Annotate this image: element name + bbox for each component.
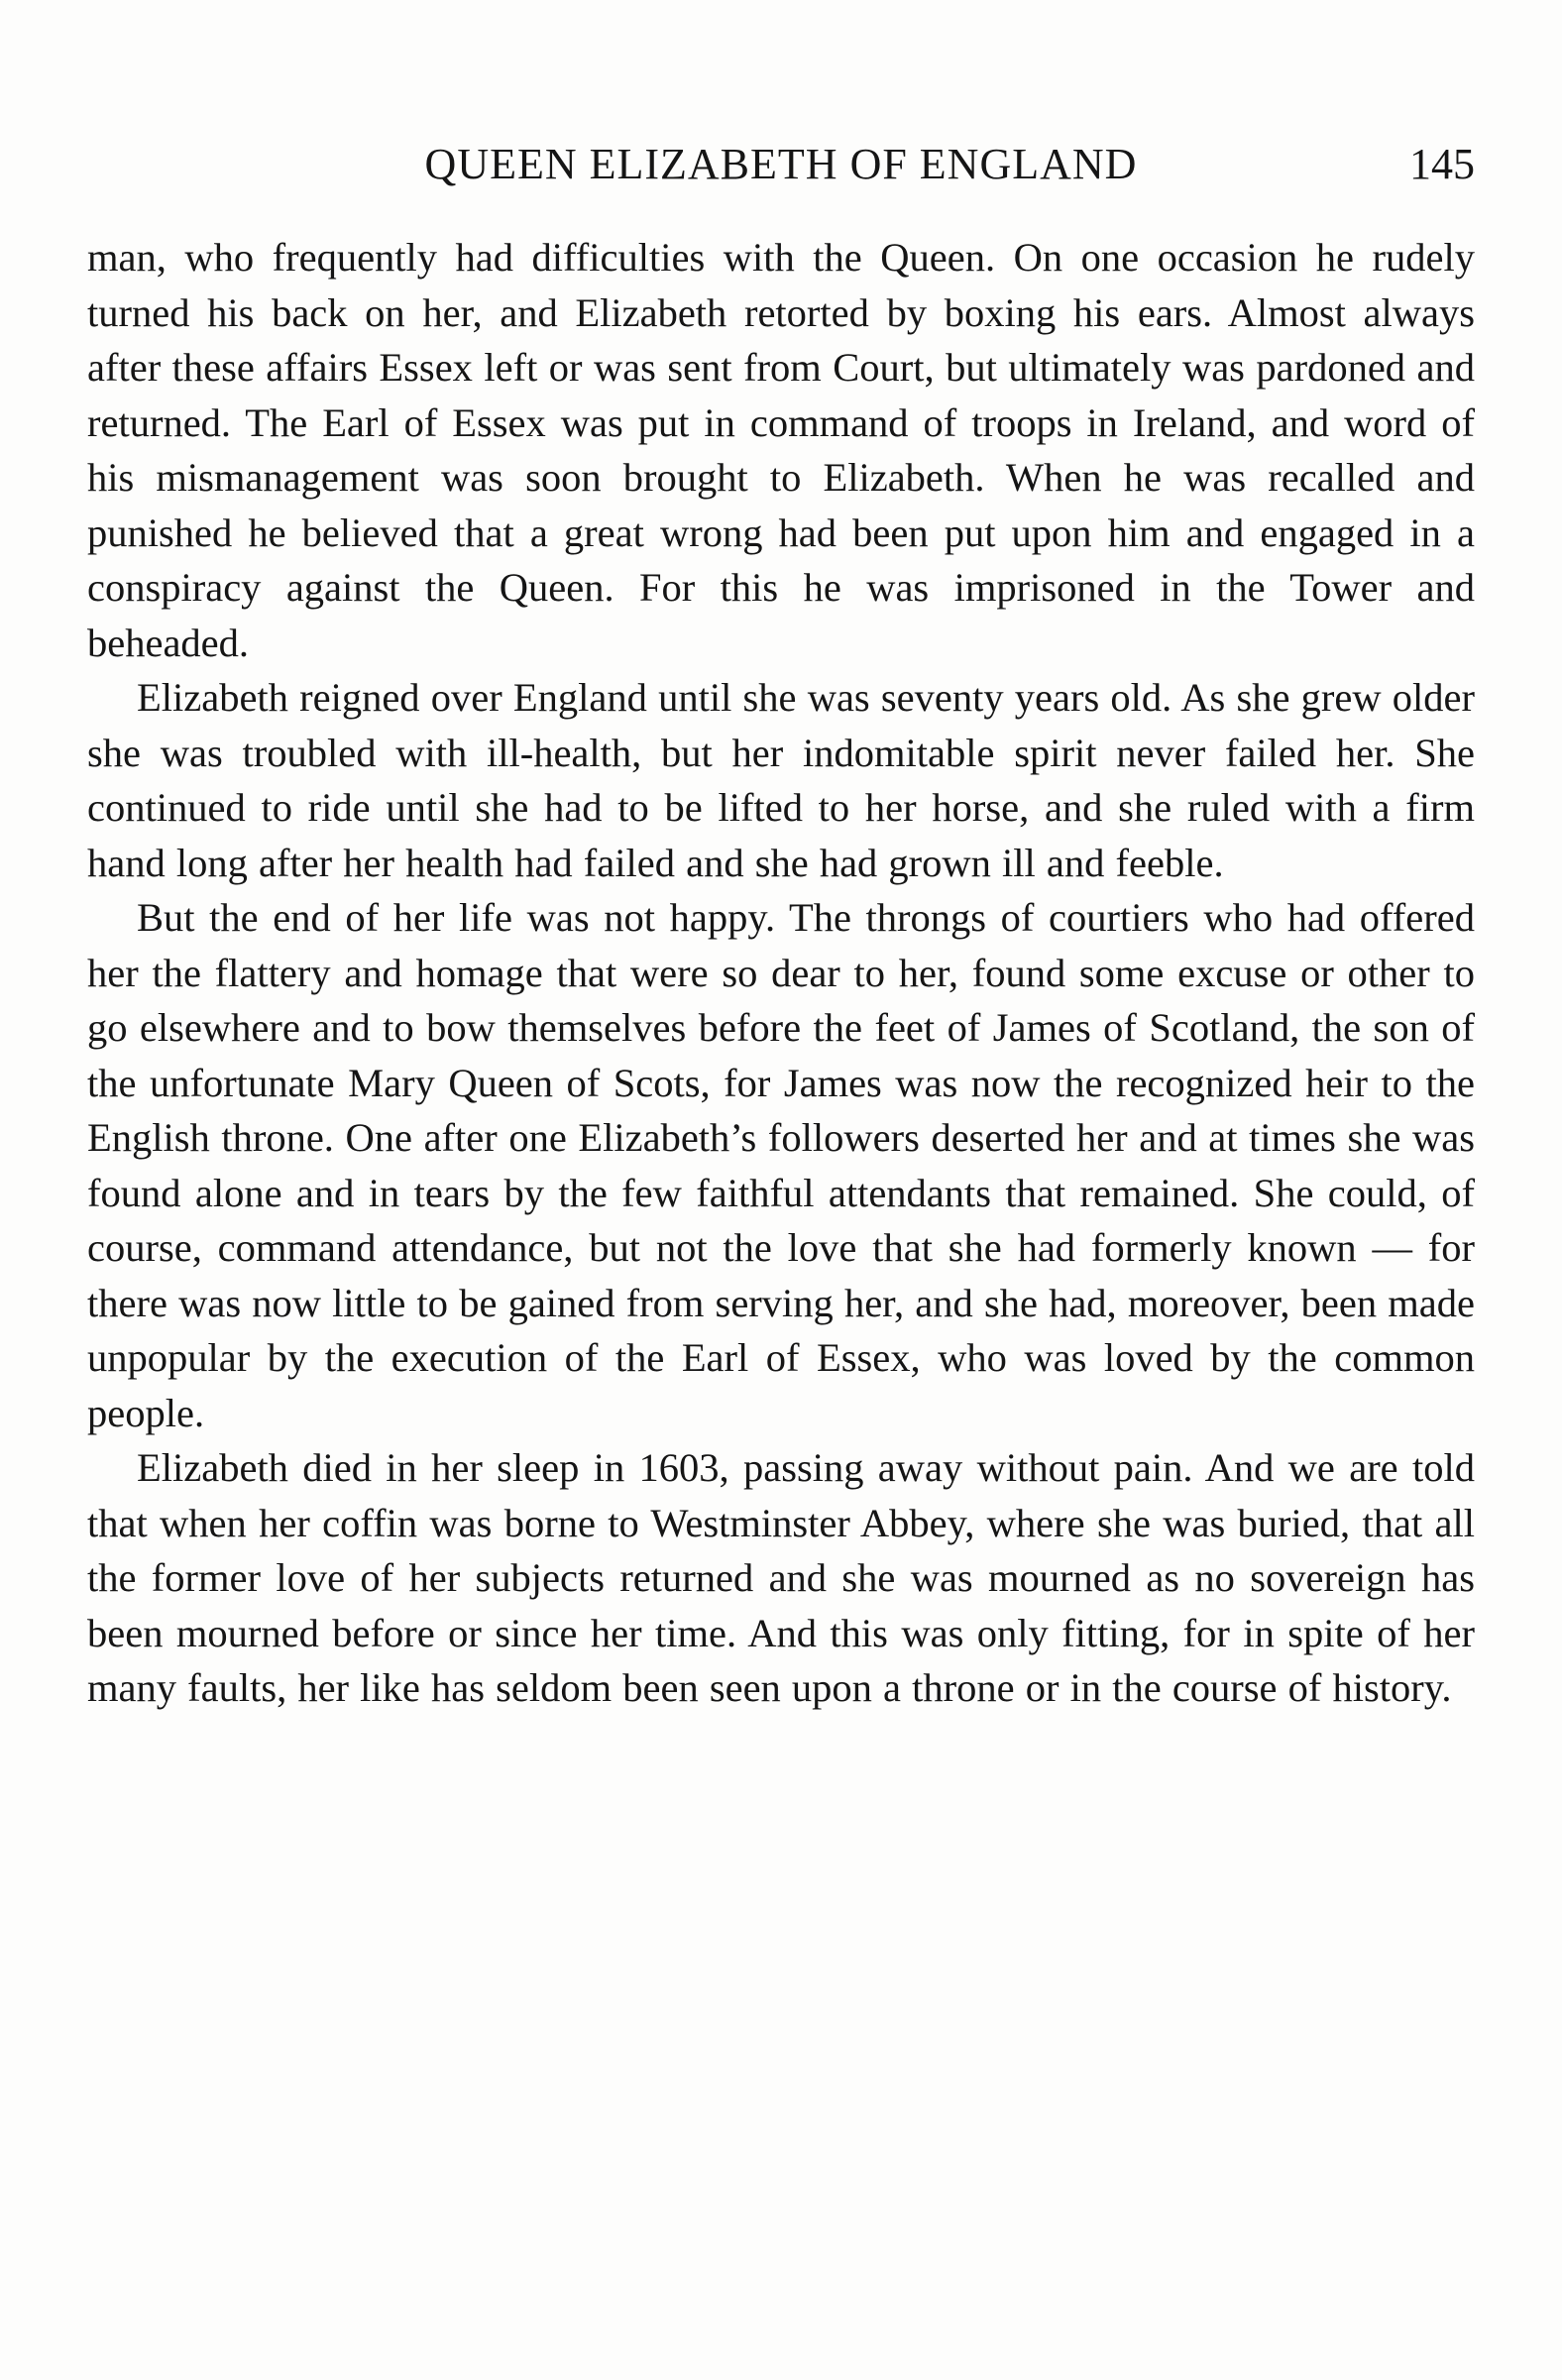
paragraph-2: Elizabeth reigned over England until she was seventy years old. As she grew older she was troubled with ill-health, but her indomitable spirit never failed her. She continued to ride until she had to be lifted to her horse, and she ruled with a firm hand long after her health had failed and she had grown ill and feeble. xyxy=(87,675,1475,885)
paragraph-3: But the end of her life was not happy. The throngs of courtiers who had offered her the flattery and homage that were so dear to her, found some excuse or other to go elsewhere and to bow themselves before the feet of James of Scotland, the son of the unfortunate Mary Queen of Scots, for James was now the recognized heir to the English throne. One after one Elizabeth’s followers deserted her and at times she was found alone and in tears by the few faithful attendants that remained. She could, of course, command attendance, but not the love that she had formerly known — for there was now little to be gained from serving her, and she had, moreover, been made unpopular by the execution of the Earl of Essex, who was loved by the common people. xyxy=(87,895,1475,1435)
running-title: QUEEN ELIZABETH OF ENGLAND xyxy=(424,140,1138,188)
page-number: 145 xyxy=(1409,140,1475,188)
page-header xyxy=(87,135,1475,194)
paragraph-4: Elizabeth died in her sleep in 1603, passing away without pain. And we are told that when her coffin was borne to Westminster Abbey, where she was buried, that all the former love of her subjects returned and she was mourned as no sovereign has been mourned before or since her time. And this was only fitting, for in spite of her many faults, her like has seldom been seen upon a throne or in the course of history. xyxy=(87,1445,1475,1710)
paragraph-1: man, who frequently had difficulties with the Queen. On one occasion he rudely turned his back on her, and Elizabeth retorted by boxing his ears. Almost always after these affairs Essex left or was sent from Court, but ultimately was pardoned and returned. The Earl of Essex was put in command of troops in Ireland, and word of his mismanagement was soon brought to Elizabeth. When he was recalled and punished he believed that a great wrong had been put upon him and engaged in a conspiracy against the Queen. For this he was imprisoned in the Tower and beheaded. xyxy=(87,235,1475,665)
body-text xyxy=(87,230,1475,1716)
